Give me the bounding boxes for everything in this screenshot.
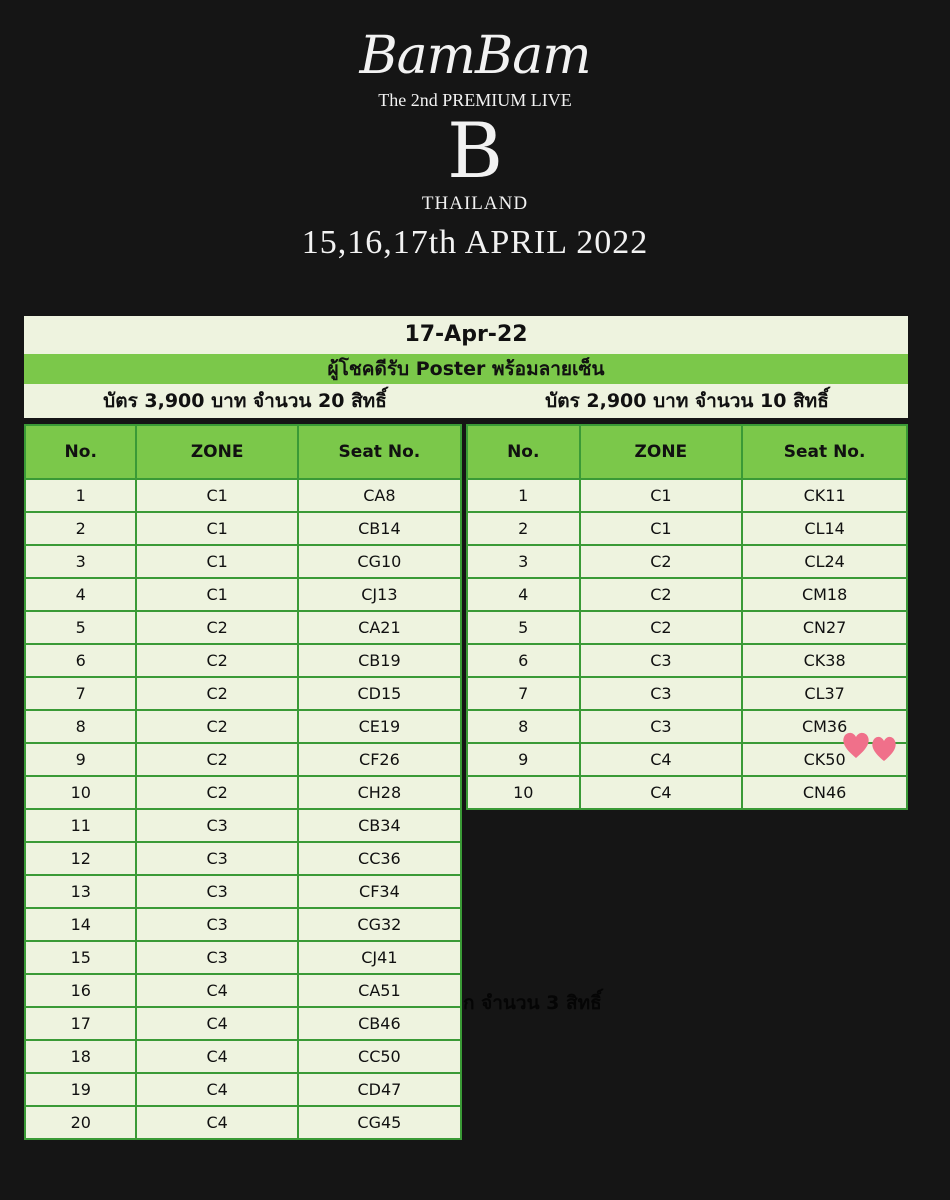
table-row	[25, 809, 461, 842]
row-seat: CM18	[742, 578, 907, 611]
row-zone: C3	[580, 710, 743, 743]
row-number: 2	[467, 512, 580, 545]
table-row	[25, 842, 461, 875]
table-row	[25, 743, 461, 776]
table-row	[25, 974, 461, 1007]
row-seat: CG10	[298, 545, 461, 578]
col-seat-header: Seat No.	[742, 425, 907, 479]
b-logo: B	[447, 106, 503, 195]
country-label: THAILAND	[421, 193, 529, 214]
row-zone: C3	[136, 809, 297, 842]
table-row	[25, 1040, 461, 1073]
row-number: 1	[467, 479, 580, 512]
table-row	[25, 611, 461, 644]
row-zone: C4	[136, 1073, 297, 1106]
ticket-tier-2900: บัตร 2,900 บาท จำนวน 10 สิทธิ์	[545, 390, 829, 412]
row-number: 7	[467, 677, 580, 710]
row-number: 17	[25, 1007, 136, 1040]
row-zone: C1	[136, 545, 297, 578]
row-zone: C4	[136, 1106, 297, 1139]
table-row	[467, 611, 907, 644]
row-number: 10	[467, 776, 580, 809]
row-zone: C1	[580, 479, 743, 512]
row-seat: CE19	[298, 710, 461, 743]
heart-icon	[872, 737, 895, 761]
row-number: 6	[25, 644, 136, 677]
row-seat: CG32	[298, 908, 461, 941]
row-zone: C4	[580, 776, 743, 809]
row-zone: C1	[580, 512, 743, 545]
row-seat: CG45	[298, 1106, 461, 1139]
row-number: 13	[25, 875, 136, 908]
row-zone: C2	[136, 644, 297, 677]
row-seat: CL14	[742, 512, 907, 545]
row-seat: CC50	[298, 1040, 461, 1073]
table-row	[25, 677, 461, 710]
row-seat: CF34	[298, 875, 461, 908]
table-row	[467, 545, 907, 578]
row-number: 5	[25, 611, 136, 644]
col-no-header: No.	[25, 425, 136, 479]
row-zone: C2	[136, 743, 297, 776]
row-seat: CN46	[742, 776, 907, 809]
row-seat: CH28	[298, 776, 461, 809]
row-number: 2	[25, 512, 136, 545]
row-zone: C2	[580, 578, 743, 611]
row-seat: CK11	[742, 479, 907, 512]
row-seat: CB14	[298, 512, 461, 545]
draw-date: 17-Apr-22	[24, 316, 908, 354]
table-row	[25, 875, 461, 908]
row-number: 10	[25, 776, 136, 809]
table-row	[25, 941, 461, 974]
row-number: 3	[467, 545, 580, 578]
partial-note: ก จำนวน 3 สิทธิ์	[463, 992, 602, 1014]
table-row	[467, 512, 907, 545]
table-row	[467, 479, 907, 512]
row-zone: C3	[580, 677, 743, 710]
concert-subtitle: The 2nd PREMIUM LIVE	[378, 90, 572, 110]
two-hearts-icon	[840, 728, 904, 762]
row-seat: CB19	[298, 644, 461, 677]
row-number: 6	[467, 644, 580, 677]
row-seat: CF26	[298, 743, 461, 776]
table-row	[25, 776, 461, 809]
row-seat: CL24	[742, 545, 907, 578]
row-seat: CK38	[742, 644, 907, 677]
row-number: 3	[25, 545, 136, 578]
col-no-header: No.	[467, 425, 580, 479]
row-seat: CK50	[742, 743, 907, 776]
row-zone: C4	[136, 974, 297, 1007]
row-number: 9	[467, 743, 580, 776]
row-number: 1	[25, 479, 136, 512]
table-row	[25, 512, 461, 545]
row-zone: C2	[136, 710, 297, 743]
row-seat: CA51	[298, 974, 461, 1007]
row-seat: CA8	[298, 479, 461, 512]
row-zone: C3	[136, 842, 297, 875]
table-row	[25, 908, 461, 941]
row-seat: CN27	[742, 611, 907, 644]
concert-dates: 15,16,17th APRIL 2022	[301, 224, 649, 261]
row-zone: C2	[136, 677, 297, 710]
ticket-tiers	[24, 384, 908, 418]
row-zone: C4	[136, 1040, 297, 1073]
table-header-row	[467, 425, 907, 479]
table-row	[25, 644, 461, 677]
row-number: 9	[25, 743, 136, 776]
row-zone: C1	[136, 578, 297, 611]
table-row	[467, 677, 907, 710]
row-seat: CD47	[298, 1073, 461, 1106]
row-number: 7	[25, 677, 136, 710]
row-seat: CD15	[298, 677, 461, 710]
table-row	[25, 545, 461, 578]
row-zone: C3	[580, 644, 743, 677]
row-number: 5	[467, 611, 580, 644]
row-seat: CC36	[298, 842, 461, 875]
row-number: 14	[25, 908, 136, 941]
row-zone: C2	[580, 545, 743, 578]
row-seat: CJ13	[298, 578, 461, 611]
row-seat: CM36	[742, 710, 907, 743]
table-row	[25, 1106, 461, 1139]
heart-icon	[843, 733, 868, 758]
table-header-row	[25, 425, 461, 479]
row-seat: CJ41	[298, 941, 461, 974]
table-row	[25, 479, 461, 512]
row-number: 18	[25, 1040, 136, 1073]
row-number: 4	[467, 578, 580, 611]
row-zone: C1	[136, 479, 297, 512]
row-seat: CB34	[298, 809, 461, 842]
row-number: 8	[467, 710, 580, 743]
prize-description: ผู้โชคดีรับ Poster พร้อมลายเซ็น	[24, 354, 908, 384]
row-number: 16	[25, 974, 136, 1007]
col-zone-header: ZONE	[580, 425, 743, 479]
col-seat-header: Seat No.	[298, 425, 461, 479]
row-number: 11	[25, 809, 136, 842]
table-row	[25, 1073, 461, 1106]
row-seat: CL37	[742, 677, 907, 710]
row-seat: CA21	[298, 611, 461, 644]
table-row	[467, 578, 907, 611]
table-row	[467, 776, 907, 809]
row-number: 12	[25, 842, 136, 875]
row-zone: C3	[136, 875, 297, 908]
table-row	[25, 710, 461, 743]
row-zone: C2	[580, 611, 743, 644]
winners-table-3900	[24, 424, 462, 1140]
row-zone: C4	[580, 743, 743, 776]
row-zone: C1	[136, 512, 297, 545]
row-seat: CB46	[298, 1007, 461, 1040]
col-zone-header: ZONE	[136, 425, 297, 479]
row-number: 19	[25, 1073, 136, 1106]
table-row	[25, 1007, 461, 1040]
row-zone: C3	[136, 908, 297, 941]
ticket-tier-3900: บัตร 3,900 บาท จำนวน 20 สิทธิ์	[103, 390, 387, 412]
table-row	[467, 644, 907, 677]
row-number: 8	[25, 710, 136, 743]
row-zone: C4	[136, 1007, 297, 1040]
table-row	[25, 578, 461, 611]
row-zone: C2	[136, 776, 297, 809]
row-number: 4	[25, 578, 136, 611]
row-number: 15	[25, 941, 136, 974]
brand-logo: BamBam	[359, 26, 591, 86]
row-number: 20	[25, 1106, 136, 1139]
row-zone: C2	[136, 611, 297, 644]
row-zone: C3	[136, 941, 297, 974]
